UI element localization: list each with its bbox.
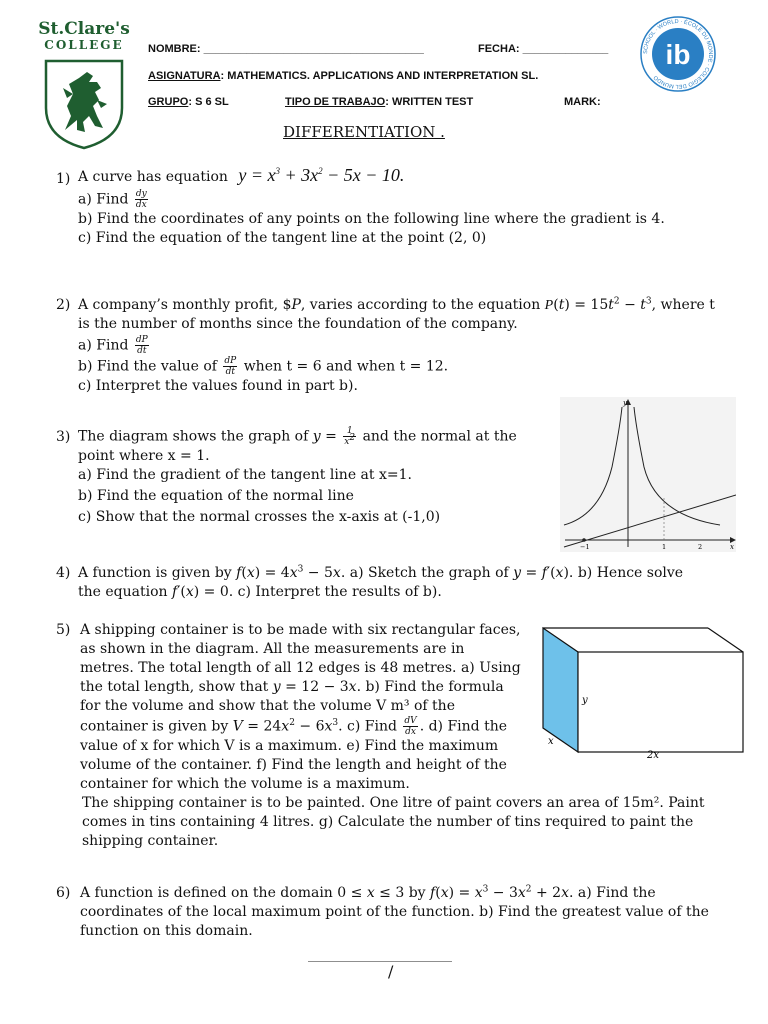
q2-equation: P [544,298,554,313]
q4-text: the equation [78,584,168,600]
question-2: 2) A company’s monthly profit, $P, varies according to the equation $P(t) = 15t^2 - t^3$, where t is the number of months since the foundation of the company. a) Find $\frac{dP}{dt}$ b) Find the value of $\frac{dP}{dt}$ when t = 6 and when t = 12. c) Interpret the values found in part b). [56,296,746,396]
asignatura-key: ASIGNATURA [148,70,221,82]
diagram-length-label: 2x [647,750,660,761]
college-logo [38,20,130,150]
question-number: 6) [56,885,71,901]
q6-text: A function is defined on the domain [80,885,333,901]
q5-text: container for which the volume is a maximum. [80,776,410,792]
q4-text: a) Sketch the graph of [349,565,509,581]
q3-text: point where x = 1. [78,448,210,464]
grupo-key: GRUPO [148,96,189,108]
tick-neg1: −1 [580,543,590,551]
q3-part-b: b) Find the equation of the normal line [78,488,354,504]
dp-dt-fraction: $\frac{dP}{dt}$ [224,356,237,377]
q2-part-c: c) Interpret the values found in part b). [78,378,358,394]
grupo-row [148,96,229,108]
q5-text: as shown in the diagram. All the measurements are in [80,641,465,657]
q4-text: A function is given by [78,565,232,581]
q1-intro: A curve has equation [78,169,228,185]
footer-line: ________________________ [308,948,452,962]
dy-dx-fraction: $\frac{dy}{dx}$ [135,189,147,210]
question-number: 1) [56,171,71,187]
tipo-key: TIPO DE TRABAJO [285,96,386,108]
diagram-y-label: y [582,695,588,706]
container-diagram-figure [538,624,748,764]
q5-text: comes in tins containing 4 litres. g) Calculate the number of tins required to paint the [82,814,694,830]
q5-text: c) Find [347,718,397,735]
question-4: 4) A function is given by $f(x) = 4x^3 - 5x$. a) Sketch the graph of y = f′(x). b) Hence solve the equation f′(x) = 0. c) Interpret the results of b). [56,564,684,600]
asignatura-row [148,70,538,82]
q5-text: container is given by [80,718,229,735]
question-3: 3) The diagram shows the graph of y = $\frac{1}{x^2}$ and the normal at the point where x = 1. a) Find the gradient of the tangent line at x=1. b) Find the equation of the normal line c) Show that the normal crosses the x-axis at (-1,0) [56,426,526,527]
reciprocal-graph-figure [560,397,736,552]
q2-text: , where t [651,297,715,313]
q5-text: metres. The total length of all 12 edges is 48 metres. a) Using [80,660,521,676]
graph-y-label: y [623,399,627,407]
q1-equation: $y = x^3 + 3x^2 - 5x - 10$. [238,165,405,185]
question-number: 3) [56,429,71,445]
lion-crest-icon [43,58,125,150]
dv-dx-fraction: $\frac{dV}{dx}$ [404,716,417,737]
fecha-field[interactable]: FECHA: ______________ [478,43,609,55]
question-5: 5) A shipping container is to be made with six rectangular faces, as shown in the diagram. All the measurements are in metres. The total length of all 12 edges is 48 metres. a) Using the total length, show that y = 12 − 3x. b) Find the formula for the volume and show that the volume V m³ of the container is given by $V = 24x^2 - 6x^3$. c) Find $\frac{dV}{dx}$ . d) Find the value of x for which V is a maximum. e) Find the maximum volume of the container. f) Find the length and height of the container for which the volume is a maximum. The shipping container is to be painted. One litre of paint covers an area of 15m². Paint comes in tins containing 4 litres. g) Calculate the number of tins required to paint the shipping container. [56,621,746,851]
q1-part-b: b) Find the coordinates of any points on the following line where the gradient is 4. [78,211,665,227]
q2-text: A company’s monthly profit, $ [78,297,292,313]
q3-part-a: a) Find the gradient of the tangent line at x=1. [78,467,412,483]
mark-field[interactable]: MARK: [564,96,601,108]
question-number: 5) [56,622,71,638]
ib-ring-text: SCHOOL · WORLD · ÉCOLE DU MONDE · COLEGIO DEL MUNDO [642,18,714,90]
q6-text: coordinates of the local maximum point of the function. b) Find the greatest value of the [80,904,709,920]
page-title: DIFFERENTIATION . [283,123,445,141]
q2-part-b: when t = 6 and when t = 12. [243,358,449,375]
diagram-x-label: x [548,736,554,747]
q6-text: by [408,885,426,901]
q5-text: A shipping container is to be made with six rectangular faces, [80,622,521,638]
question-6: 6) A function is defined on the domain 0 ≤ x ≤ 3 by $f(x) = x^3 - 3x^2 + 2x$. a) Find the coordinates of the local maximum point of the function. b) Find the greatest value of the function on this domain. [56,884,746,941]
q3-text: and the normal at the [362,428,517,445]
tick-1: 1 [662,543,667,551]
q5-text: value of x for which V is a maximum. e) Find the maximum [80,738,499,754]
q3-text: The diagram shows the graph of [78,428,309,445]
q5-text: d) Find the [428,718,508,735]
q3-part-c: c) Show that the normal crosses the x-axis at (-1,0) [78,509,441,525]
q5-text: for the volume and show that the volume V m³ of the [80,698,455,714]
q1-part-c: c) Find the equation of the tangent line at the point (2, 0) [78,230,487,246]
page-number: / [388,962,394,981]
college-subtitle: COLLEGE [44,38,124,52]
tipo-value: : WRITTEN TEST [385,96,474,108]
graph-x-label: x [730,543,734,551]
tick-2: 2 [698,543,703,551]
q6-text: function on this domain. [80,923,253,939]
q5-text: b) Find the formula [365,679,504,695]
q5-text: The shipping container is to be painted. One litre of paint covers an area of 15m². Paint [82,795,705,811]
question-1 [56,166,736,248]
dp-dt-fraction: $\frac{dP}{dt}$ [135,335,148,356]
ib-letters: ib [665,39,691,70]
q2-part-b: b) Find the value of [78,358,217,375]
q4-text: c) Interpret the results of b). [237,584,442,600]
q5-text: volume of the container. f) Find the length and height of the [80,757,507,773]
nombre-field[interactable]: NOMBRE: ____________________________________ [148,43,424,55]
college-name: St.Clare's [38,19,130,39]
q1-part-a: a) Find [78,191,129,208]
q2-text: is the number of months since the foundation of the company. [78,316,518,332]
q4-text: b) Hence solve [577,565,684,581]
ib-logo-icon [638,14,718,94]
one-over-x-squared: $\frac{1}{x^2}$ [344,426,356,447]
q5-text: the total length, show that [80,679,269,695]
asignatura-value: : MATHEMATICS. APPLICATIONS AND INTERPRETATION SL. [220,70,539,82]
tipo-row [285,96,473,108]
q2-text: , varies according to the equation [300,297,541,313]
q5-text: shipping container. [82,833,219,849]
q6-text: a) Find the [577,885,656,901]
question-number: 2) [56,297,71,313]
q2-part-a: a) Find [78,337,129,354]
question-number: 4) [56,565,71,581]
grupo-value: : S 6 SL [188,96,229,108]
